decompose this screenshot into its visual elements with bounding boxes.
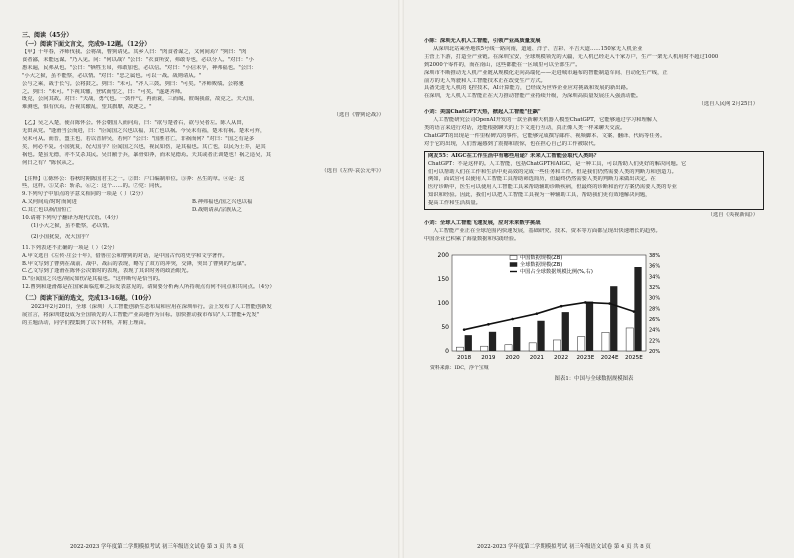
passage-line: 祸也。楚虽无德，亦不艾杀其民。吴日敝于兵，暴骨如莽，而未见德焉。天其或者正训楚也！祸之适吴，其 xyxy=(22,151,271,158)
x-tick-label: 2019 xyxy=(481,354,496,361)
material3-body xyxy=(424,228,764,244)
passage-line: 【甲】十年春，齐师伐我。公将战，曹刿请见。其乡人曰："肉食者谋之，又何间焉？"刿曰："肉 xyxy=(22,49,247,55)
passage-line: "小大之狱，虽不能察，必以情。"对曰："忠之属也。可以一战。战则请从。" xyxy=(22,72,202,79)
passage-b xyxy=(22,120,390,167)
qa-box-line: ChatGPT：不是这样的。人工智能，包括ChatGPT和AIGC，是一种工具，可以帮助人们更好的解决问题。它 xyxy=(428,160,687,167)
material-line: 具备先进无人机的飞控技术，AI计算能力，已经成为世界企业应对挑战和发展的新出路。 xyxy=(424,85,632,92)
material3-heading: 小刘：全球人工智能飞速发展，应对未来数字挑战 xyxy=(424,219,541,226)
question-10: 10.请将下列句子翻译为现代汉语。（4分） xyxy=(22,215,122,222)
page-right xyxy=(402,0,794,558)
y-tick-label: 0 xyxy=(445,347,449,355)
material-line: 人工智能产业正在全球范围内快速发展，基础研究、技术、资本等方面都呈现出快速增长的趋势。 xyxy=(433,227,661,234)
passage-line: 难测也，惧有伏焉。吾视其辙乱，望其旗靡，故逐之。" xyxy=(22,104,152,111)
page-footer-right: 2022-2023 学年度第二学期模拟考试 初三年级语文试卷 第 4 页 共 8 页 xyxy=(477,544,651,550)
bar-china xyxy=(578,336,585,350)
q9-options-row2 xyxy=(22,207,390,215)
material-line: 对于它的出现，人们普遍感到了震撼和震惊，也在担心自己的工作被取代。 xyxy=(424,140,599,147)
q9-option-a: A.又何间焉/时时而间进 xyxy=(22,199,77,206)
bar-china xyxy=(456,347,463,351)
source-b: （选自《左传·哀公元年》） xyxy=(321,167,384,174)
ratio-point xyxy=(608,302,611,305)
bar-global xyxy=(465,335,472,351)
passage-line: 既克，公问其故。对曰："夫战，勇气也。一鼓作气，再而衰，三而竭。彼竭我盈，故克之。夫大国， xyxy=(22,96,258,103)
material1-heading: 小陈：深圳无人机人工智能，引领产业高质量发展 xyxy=(424,38,541,44)
passage-line: 公与之乘，战于长勺。公将鼓之。刿曰："未可。"齐人三鼓。刿曰："可矣。"齐师败绩。公将驰 xyxy=(22,80,244,87)
y2-tick-label: 24% xyxy=(649,327,661,334)
legend-label: 中国占全球数据规模比例(%,右) xyxy=(520,268,593,275)
passage-line: 无田从党。"逢滑当公而进，曰："臣闻国之兴也以福，其亡也以祸。今吴未有福，楚未有祸。楚未可弃， xyxy=(22,128,266,135)
bar-global xyxy=(610,286,617,351)
y2-tick-label: 20% xyxy=(649,348,661,355)
material1-source: （选自人民网 2月25日） xyxy=(698,101,758,108)
material-line: 在深圳，无人机人工智能正在大力推动智能产业持续升级，为深圳高质量发展注入强劲动能。 xyxy=(424,93,642,100)
passage-line: 【乙】吴之入楚，使召陈怀公。怀公朝国人而问焉，曰："欲与楚者右，欲与吴者左。陈人从田， xyxy=(22,120,247,127)
q10-item-2: (2)小国犹复，况大国乎？ xyxy=(31,233,92,240)
annotation-line: 【注释】①陈怀公：春秋时期陈国君主之一。②田：户口编制单位。③莽：丛生的草。④是：这 xyxy=(22,175,245,182)
section-title: 三、阅读（45分） xyxy=(22,32,73,39)
q9-option-b: B.神弗福也/国之兴也以福 xyxy=(192,199,253,206)
bar-global xyxy=(586,301,593,350)
bar-global xyxy=(562,312,569,351)
passage-line: 何日之有？"陈侯从之。 xyxy=(22,159,78,166)
bar-global xyxy=(537,320,544,350)
y2-tick-label: 36% xyxy=(649,263,661,270)
qa-box-line: 例如，面试官可以使用人工智能工具帮助筛选简历，但最终仍然需要人类的判断力来做出决定。在 xyxy=(428,176,656,183)
qa-box-source: （选自《央视新闻》） xyxy=(707,212,758,219)
ratio-point xyxy=(633,310,636,313)
material2-body xyxy=(424,117,764,149)
q11-option: B.甲文写到了曹刿在战前、战中、战后的表现，略写了双方的冲突，交锋，突出了曹刿的"远谋"。 xyxy=(22,260,250,267)
ratio-point xyxy=(584,301,587,304)
y2-tick-label: 32% xyxy=(649,284,661,291)
material-line: 前方的无人驾驶和人工智能技术正在改变生产方式。 xyxy=(424,77,546,84)
bar-china xyxy=(505,344,512,350)
chatgpt-qa-box xyxy=(424,151,764,210)
annotations xyxy=(22,176,390,192)
y2-tick-label: 28% xyxy=(649,305,661,312)
x-tick-label: 2020 xyxy=(505,354,520,361)
y2-tick-label: 30% xyxy=(649,295,661,302)
material-line: 类的语言来进行对话，还能根据聊天的上下文进行互动，真正像人类一样来聊天交流。 xyxy=(424,124,626,131)
x-tick-label: 2018 xyxy=(457,354,472,361)
material-line: 主营上下游，打造全产业链。在深圳宝安，全球规模领先的大疆，无人机已经走入千家万户，生产一架无人机用时不超过1000 xyxy=(424,53,719,60)
material-line: 从深圳北站乘坐地铁5号线一路向南，道通、洋子、吉彩、平吉大道……150家无人机企业 xyxy=(433,45,643,52)
qa-box-line: 医疗诊断中，医生可以使用人工智能工具来帮助辅助诊断疾病，但最终的诊断和治疗方案仍需要人类的专业 xyxy=(428,184,677,191)
chart-source-note: 资料来源：IDC，浮个宝城 xyxy=(430,364,489,371)
q11-option: D."臣闻国之兴也/视民如伤/是其福也。"这样断句是恰当的。 xyxy=(22,276,164,283)
q9-options-row1 xyxy=(22,199,390,207)
source-a: （选自《曹刿论战》） xyxy=(333,112,384,119)
legend-swatch xyxy=(510,255,517,259)
qa-box-line: 们可以帮助人们在工作和生活中更高效的完成一些任务和工作。但是我们仍然需要人类的判断力和创造力。 xyxy=(428,168,677,175)
passage-line: 食者鄙，未能远谋。"乃入见。问："何以战？"公曰："衣食所安，弗敢专也，必以分人。"对曰："小 xyxy=(22,56,254,63)
x-tick-label: 2021 xyxy=(529,354,544,361)
passage-line: 矣，何必不复。小国犹复，况大国乎？臣闻国之兴也，视民如伤，是其福也。其亡也，以民为土芥，是其 xyxy=(22,143,266,150)
question-11: 11.下列表述不正确的一项是（ ）（2分） xyxy=(22,244,118,251)
bar-global xyxy=(634,267,641,351)
passage-line: 之。刿曰："未可。"下视其辙，登轼而望之，曰："可矣。"遂逐齐师。 xyxy=(22,88,186,95)
y-tick-label: 100 xyxy=(437,299,449,307)
passage-line: 惠未遍，民弗从也。"公曰："牺牲玉帛，弗敢加也，必以信。"对曰："小信未孚，神弗福也。"公曰： xyxy=(22,64,257,71)
q11-option: A.甲文选自《左传·庄公十年》，借鲁庄公和曹刿的对话，是中国古代的史学和文学著作。 xyxy=(22,252,228,259)
passage-a xyxy=(22,49,390,112)
legend-label: 全球数据规模(ZB) xyxy=(520,261,563,268)
q10-item-1: (1)小大之狱，虽不能察，必以情。 xyxy=(31,222,113,229)
ratio-point xyxy=(511,317,514,320)
qa-box-body xyxy=(428,161,760,208)
material-line: ChatGPT的出现是一件里程碑式的事件，它能够完成撰写邮件、视频脚本、文案、翻译、代码等任务。 xyxy=(424,132,666,139)
y2-tick-label: 26% xyxy=(649,316,661,323)
ratio-point xyxy=(463,328,466,331)
x-tick-label: 2025E xyxy=(624,354,643,361)
y2-tick-label: 38% xyxy=(649,252,661,259)
question-9: 9.下列句子中加点的字意义相同的一项是（ ）（2分） xyxy=(22,191,146,198)
y-tick-label: 150 xyxy=(437,275,449,283)
bar-china xyxy=(481,346,488,351)
data-scale-chart xyxy=(424,247,764,382)
material-line: 到2000个零件的，而在南山，这些都能在一区域里可以全部生产。 xyxy=(424,61,581,68)
bar-china xyxy=(553,340,560,351)
material2-heading: 小刘：美国ChatGPT大热，掀起人工智能"狂飙" xyxy=(424,109,541,116)
material-line: 人工智能研究公司OpenAI开发的一款全新聊天机器人模型ChatGPT，它能够通过学习和理解人 xyxy=(433,117,658,124)
qa-box-title: 网友55：AIGC在工作生活中有哪些用途？未来人工智能会取代人类吗？ xyxy=(428,152,600,159)
q9-option-d: D.战则请从/宗族从之 xyxy=(192,207,242,214)
chart-svg xyxy=(424,247,674,365)
legend-swatch xyxy=(510,262,517,266)
q11-option: C.乙文写到了逢滑在陈怀公决策时的表现，表现了其识时务的政治眼光。 xyxy=(22,268,192,275)
q9-option-c: C.其亡也以祸/国恒亡 xyxy=(22,207,72,214)
passage-c xyxy=(22,304,390,328)
bar-china xyxy=(602,332,609,351)
legend-label: 中国数据规模(ZB) xyxy=(520,254,563,261)
ratio-point xyxy=(487,323,490,326)
x-tick-label: 2024E xyxy=(600,354,619,361)
material-line: 深圳市不断推动无人机产业链从规模化走向高端化——走进城市遍布的智能制造车间、自动化生产线，正 xyxy=(424,69,668,76)
part1-heading: （一）阅读下面文言文，完成9-12题。（12分） xyxy=(22,40,151,48)
question-12: 12.曹刿和逢滑都是在国家面临危难之际发表意见的。请简要分析两人所持观点有何不同点和共同点。（4分） xyxy=(22,284,275,291)
y-tick-label: 50 xyxy=(441,323,449,331)
passage-line: 2023年2月20日，全球（深圳）人工智能创新生态布局和应用在深圳举行。会上发布了人工智能创新发 xyxy=(31,303,272,310)
passage-line: 吴未可从。而晋，盟主也，若以晋辞吴，若何？"公曰："国胜君亡，非祸而何？"对曰："国之有是多 xyxy=(22,135,255,142)
material1-body xyxy=(424,46,764,101)
y2-tick-label: 34% xyxy=(649,273,661,280)
qa-box-line: 知识和经验。因此，我们可以把人工智能工具视为一种辅助工具，帮助我们更有效地解决问题， xyxy=(428,192,651,199)
q11-options xyxy=(22,253,390,285)
x-tick-label: 2023E xyxy=(576,354,595,361)
page-footer-left: 2022-2023 学年度第二学期模拟考试 初三年级语文试卷 第 3 页 共 8 页 xyxy=(70,544,244,550)
bar-china xyxy=(626,328,633,351)
qa-box-line: 提高工作和生活质量。 xyxy=(428,200,481,207)
y-tick-label: 200 xyxy=(437,251,449,259)
passage-line: 的主题活动，同学们搜集到了以下材料，并附上理由。 xyxy=(22,319,150,326)
bar-china xyxy=(529,342,536,350)
part2-heading: （二）阅读下面的选文，完成13-16题。（10分） xyxy=(22,295,155,303)
ratio-point xyxy=(536,312,539,315)
material-line: 中国企业已积累了海量数据和实践经验。 xyxy=(424,235,520,242)
passage-line: 展宣言，将深圳建设成为全国领先的人工智能产业高地作为目标。加快推动我市布局"人工智能+先发" xyxy=(22,311,260,318)
bar-global xyxy=(489,331,496,350)
ratio-point xyxy=(560,305,563,308)
chart-caption: 图表1：中国与全球数据规模图表 xyxy=(554,375,634,382)
bar-global xyxy=(513,327,520,351)
annotation-line: 些，这样。⑤艾杀：斩杀。⑥之：这个……的。⑦党：同伙。 xyxy=(22,183,166,190)
x-tick-label: 2022 xyxy=(554,354,569,361)
y2-tick-label: 22% xyxy=(649,337,661,344)
